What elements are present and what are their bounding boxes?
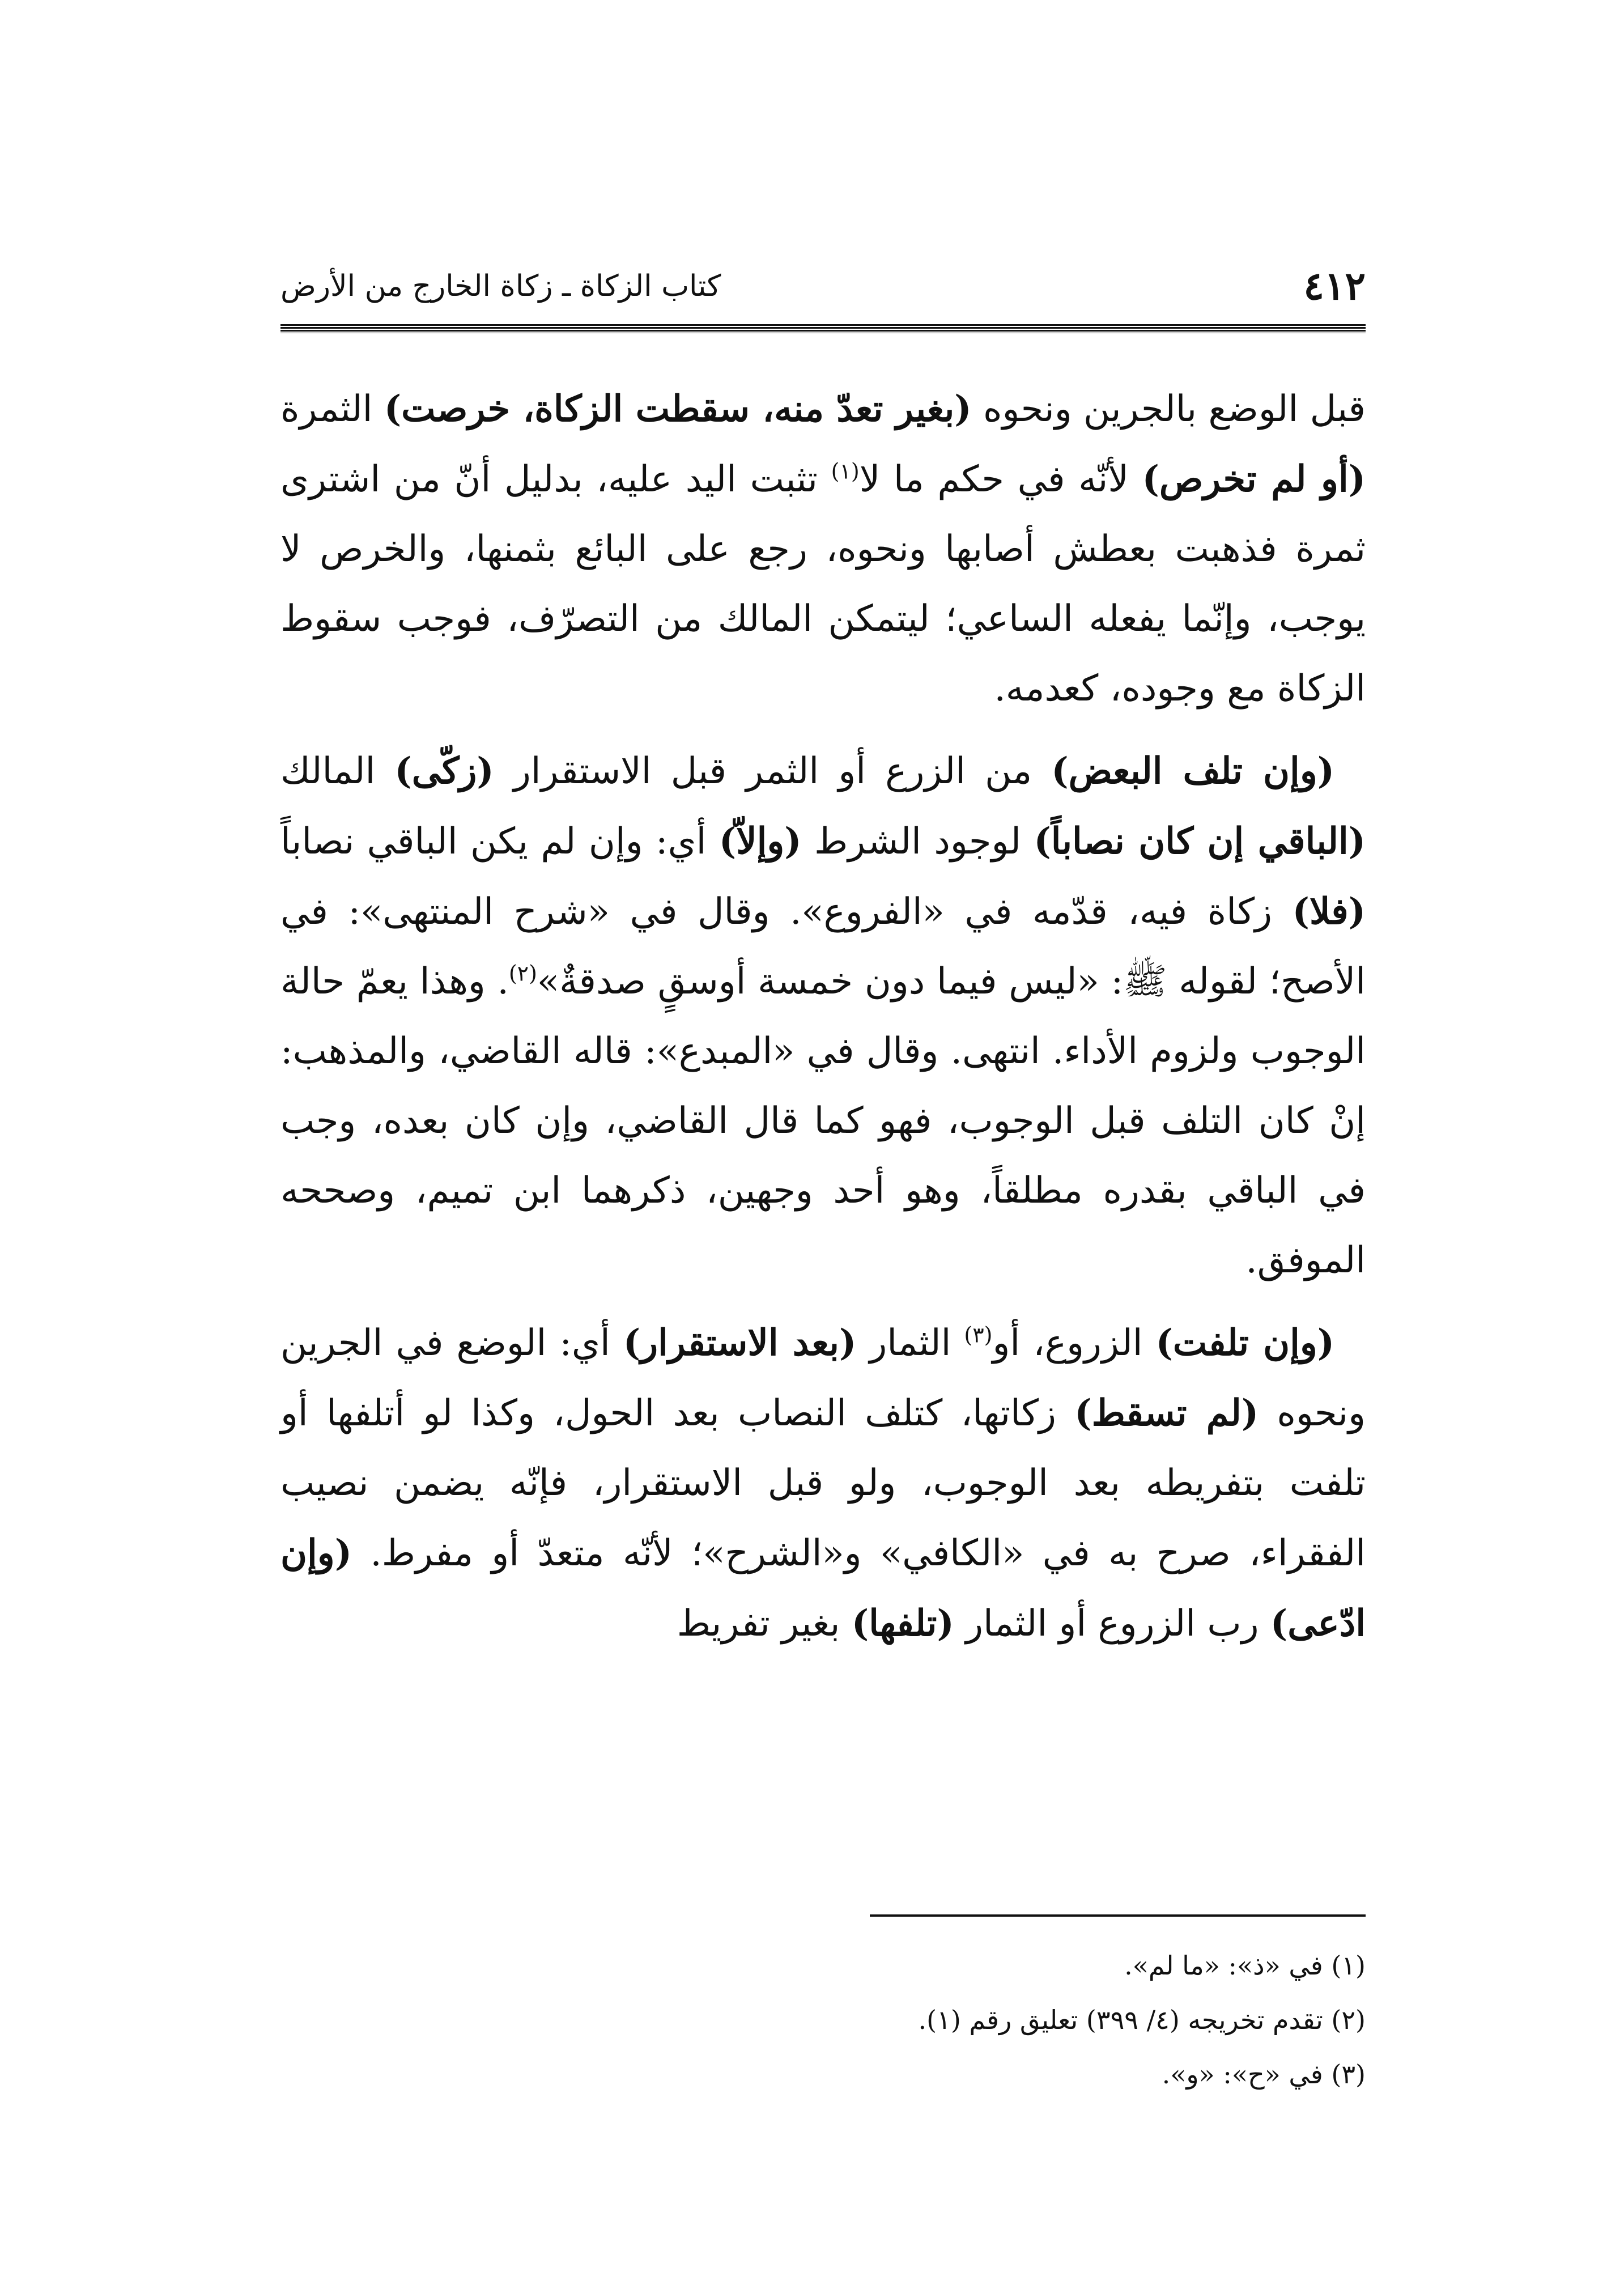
footnote-3: (٣) في «ح»: «و». <box>1162 2059 1366 2090</box>
bold-matn-text: (لم تسقط) <box>1074 1392 1259 1434</box>
text-run: الثمار <box>856 1322 964 1364</box>
paragraph-1 <box>280 374 1366 724</box>
footnote-ref-3: (٣) <box>964 1322 993 1348</box>
text-run: أي: الوضع في الجرين ونحوه <box>280 1322 1366 1434</box>
bold-matn-text: (بغير تعدّ منه، سقطت الزكاة، خرصت) <box>384 388 972 430</box>
footnotes <box>459 1938 1366 2101</box>
text-run: . وهذا يعمّ حالة الوجوب ولزوم الأداء. انتهى. وقال في «المبدع»: قاله القاضي، والمذهب: إنْ كان التلف قبل الوجوب، فهو كما قال القاضي، وإن كان بعده، وجب في الباقي بقدره مطلقاً، وهو أحد وجهين، ذكرهما ابن تميم، وصححه الموفق. <box>280 961 1366 1281</box>
footnote-ref-2: (٢) <box>508 961 537 986</box>
text-run: بغير تفريط <box>677 1603 852 1645</box>
text-run: المالك <box>280 750 395 792</box>
text-run: زكاة فيه، قدّمه في «الفروع». وقال في «شرح المنتهى»: في الأصح؛ لقوله ﷺ: «ليس فيما دون خمسة أوسقٍ صدقةٌ» <box>280 891 1366 1003</box>
bold-matn-text: (وإن تلف البعض) <box>1051 750 1335 792</box>
footnote-2: (٢) تقدم تخريجه (٤/ ٣٩٩) تعليق رقم (١). <box>918 2005 1366 2035</box>
bold-matn-text: (الباقي إن كان نصاباً) <box>1034 820 1366 863</box>
bold-matn-text: (أو لم تخرص) <box>1142 458 1366 500</box>
text-run: أي: وإن لم يكن الباقي نصاباً <box>280 821 719 863</box>
bold-matn-text: (زكّى) <box>394 750 494 792</box>
text-run: الزروع، أو <box>992 1322 1156 1364</box>
bold-matn-text: (وإن ادّعى) <box>280 1532 1366 1645</box>
text-run: زكاتها، كتلف النصاب بعد الحول، وكذا لو أتلفها أو تلفت بتفريطه بعد الوجوب، ولو قبل الاستقرار، فإنّه يضمن نصيب الفقراء، صرح به في «الكافي» و«الشرح»؛ لأنّه متعدّ أو مفرط. <box>280 1392 1366 1574</box>
page-number: ٤١٢ <box>1303 264 1366 309</box>
paragraph-3 <box>280 1308 1366 1659</box>
footnote-1: (١) في «ذ»: «ما لم». <box>1124 1950 1366 1981</box>
bold-matn-text: (وإن تلفت) <box>1155 1322 1335 1364</box>
header-divider <box>280 324 1366 333</box>
chapter-title: كتاب الزكاة ـ زكاة الخارج من الأرض <box>280 269 721 303</box>
text-run: لوجود الشرط <box>801 821 1034 863</box>
bold-matn-text: (فلا) <box>1292 890 1366 933</box>
footnote-divider <box>870 1914 1366 1917</box>
text-run: رب الزروع أو الثمار <box>954 1603 1270 1645</box>
bold-matn-text: (وإلاّ) <box>719 820 802 863</box>
text-run: تثبت اليد عليه، بدليل أنّ من اشترى ثمرة فذهبت بعطش أصابها ونحوه، رجع على البائع بثمنها، والخرص لا يوجب، وإنّما يفعله الساعي؛ ليتمكن المالك من التصرّف، فوجب سقوط الزكاة مع وجوده، كعدمه. <box>280 458 1366 710</box>
text-run: قبل الوضع بالجرين ونحوه <box>971 388 1366 430</box>
main-text <box>280 374 1366 1659</box>
bold-matn-text: (بعد الاستقرار) <box>623 1322 857 1364</box>
text-run: من الزرع أو الثمر قبل الاستقرار <box>494 750 1052 792</box>
running-header <box>280 258 1366 320</box>
paragraph-2 <box>280 736 1366 1296</box>
footnote-ref-1: (١) <box>831 458 860 484</box>
text-run: لأنّه في حكم ما لا <box>859 458 1142 500</box>
text-run: الثمرة <box>280 388 384 430</box>
bold-matn-text: (تلفها) <box>851 1602 954 1645</box>
